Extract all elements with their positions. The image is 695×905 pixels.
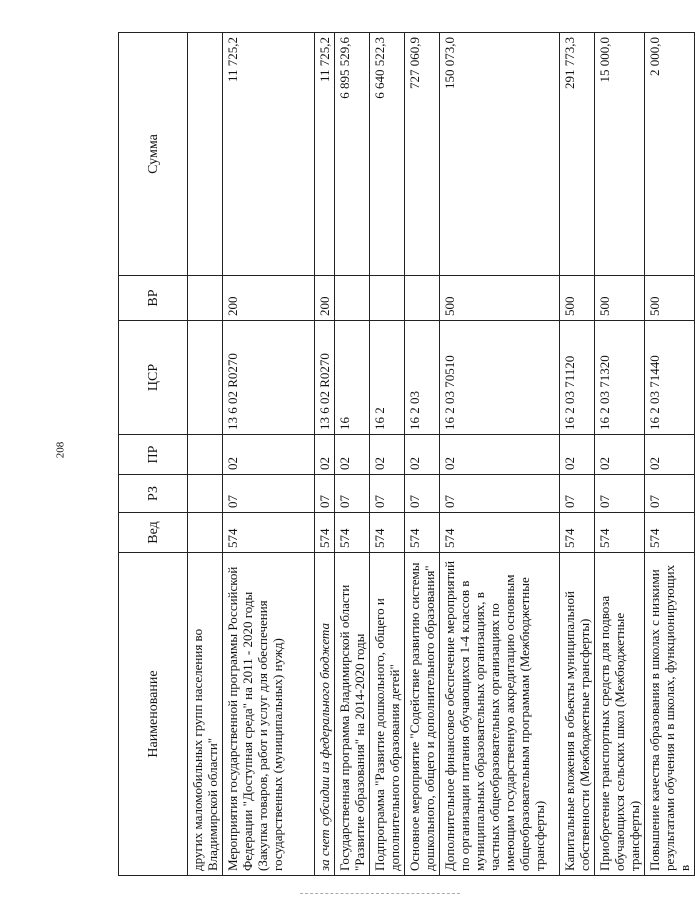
rotated-page-content [118, 33, 692, 876]
cell-sum: 11 725,2 [223, 33, 315, 276]
cell-sum: 6 895 529,6 [335, 33, 370, 276]
table-row [645, 33, 695, 876]
table-row [370, 33, 405, 876]
table-row [223, 33, 315, 876]
cell-csr: 16 2 [370, 321, 405, 435]
cell-vr: 200 [223, 276, 315, 321]
cell-name: Дополнительное финансовое обеспечение мероприятий по организации питания обучающихся 1-4 классов в муниципальных образовательных организациях, в частных общеобразовательных организациях по имеющим государственную аккредитацию основным общеобразовательным программам (Межбюджетные трансферты) [440, 553, 560, 876]
cell-pr: 02 [315, 435, 335, 475]
cell-vr [405, 276, 440, 321]
cell-vr [370, 276, 405, 321]
table-header-row [119, 33, 188, 876]
cell-pr: 02 [335, 435, 370, 475]
cell-ved: 574 [223, 513, 315, 553]
cell-pr: 02 [645, 435, 695, 475]
cell-vr: 500 [440, 276, 560, 321]
cell-csr: 13 6 02 R0270 [223, 321, 315, 435]
table-row [335, 33, 370, 876]
cell-vr: 500 [560, 276, 595, 321]
cell-ved: 574 [315, 513, 335, 553]
cell-vr: 200 [315, 276, 335, 321]
cell-vr [335, 276, 370, 321]
page-number: 208 [54, 441, 67, 459]
cell-name: Государственная программа Владимирской области "Развитие образования" на 2014-2020 годы [335, 553, 370, 876]
cell-ved: 574 [405, 513, 440, 553]
cell-sum: 2 000,0 [645, 33, 695, 276]
cell-rz: 07 [335, 475, 370, 513]
cell-sum: 11 725,2 [315, 33, 335, 276]
scan-artifact-line [300, 893, 460, 898]
cell-pr: 02 [560, 435, 595, 475]
header-vr: ВР [119, 276, 188, 321]
cell-csr: 16 2 03 71320 [595, 321, 645, 435]
cell-name: Мероприятия государственной программы Российской Федерации "Доступная среда" на 2011 - 2020 годы (Закупка товаров, работ и услуг для обеспечения государственных (муниципальных) нужд) [223, 553, 315, 876]
header-csr: ЦСР [119, 321, 188, 435]
cell-csr: 16 [335, 321, 370, 435]
cell-sum [188, 33, 223, 276]
header-ved: Вед [119, 513, 188, 553]
cell-ved: 574 [595, 513, 645, 553]
cell-name: Подпрограмма "Развитие дошкольного, общего и дополнительного образования детей" [370, 553, 405, 876]
cell-ved: 574 [560, 513, 595, 553]
cell-ved: 574 [645, 513, 695, 553]
cell-rz: 07 [315, 475, 335, 513]
cell-csr: 16 2 03 [405, 321, 440, 435]
table-row [315, 33, 335, 876]
cell-pr: 02 [370, 435, 405, 475]
cell-ved: 574 [335, 513, 370, 553]
cell-pr [188, 435, 223, 475]
cell-csr [188, 321, 223, 435]
header-sum: Сумма [119, 33, 188, 276]
cell-sum: 6 640 522,3 [370, 33, 405, 276]
budget-table [118, 32, 695, 876]
header-pr: ПР [119, 435, 188, 475]
cell-name: Капитальные вложения в объекты муниципальной собственности (Межбюджетные трансферты) [560, 553, 595, 876]
cell-name: Повышение качества образования в школах с низкими результатами обучения и в школах, функционирующих в [645, 553, 695, 876]
cell-csr: 16 2 03 71440 [645, 321, 695, 435]
cell-rz: 07 [370, 475, 405, 513]
cell-rz: 07 [440, 475, 560, 513]
cell-rz: 07 [645, 475, 695, 513]
cell-ved [188, 513, 223, 553]
cell-pr: 02 [223, 435, 315, 475]
cell-sum: 291 773,3 [560, 33, 595, 276]
cell-csr: 13 6 02 R0270 [315, 321, 335, 435]
table-row [560, 33, 595, 876]
cell-rz: 07 [223, 475, 315, 513]
header-rz: РЗ [119, 475, 188, 513]
cell-csr: 16 2 03 70510 [440, 321, 560, 435]
cell-vr: 500 [645, 276, 695, 321]
table-row [440, 33, 560, 876]
table-row [595, 33, 645, 876]
cell-rz: 07 [595, 475, 645, 513]
cell-ved: 574 [370, 513, 405, 553]
table-row [405, 33, 440, 876]
cell-vr [188, 276, 223, 321]
cell-name: Приобретение транспортных средств для подвоза обучающихся сельских школ (Межбюджетные трансферты) [595, 553, 645, 876]
cell-pr: 02 [440, 435, 560, 475]
cell-name: Основное мероприятие "Содействие развитию системы дошкольного, общего и дополнительного образования" [405, 553, 440, 876]
cell-sum: 15 000,0 [595, 33, 645, 276]
cell-csr: 16 2 03 71120 [560, 321, 595, 435]
cell-rz: 07 [405, 475, 440, 513]
cell-vr: 500 [595, 276, 645, 321]
cell-sum: 150 073,0 [440, 33, 560, 276]
table-row [188, 33, 223, 876]
cell-pr: 02 [595, 435, 645, 475]
cell-rz: 07 [560, 475, 595, 513]
cell-sum: 727 060,9 [405, 33, 440, 276]
cell-ved: 574 [440, 513, 560, 553]
cell-rz [188, 475, 223, 513]
header-name: Наименование [119, 553, 188, 876]
cell-pr: 02 [405, 435, 440, 475]
cell-name: за счет субсидии из федерального бюджета [315, 553, 335, 876]
cell-name: других маломобильных групп населения во Владимирской области" [188, 553, 223, 876]
